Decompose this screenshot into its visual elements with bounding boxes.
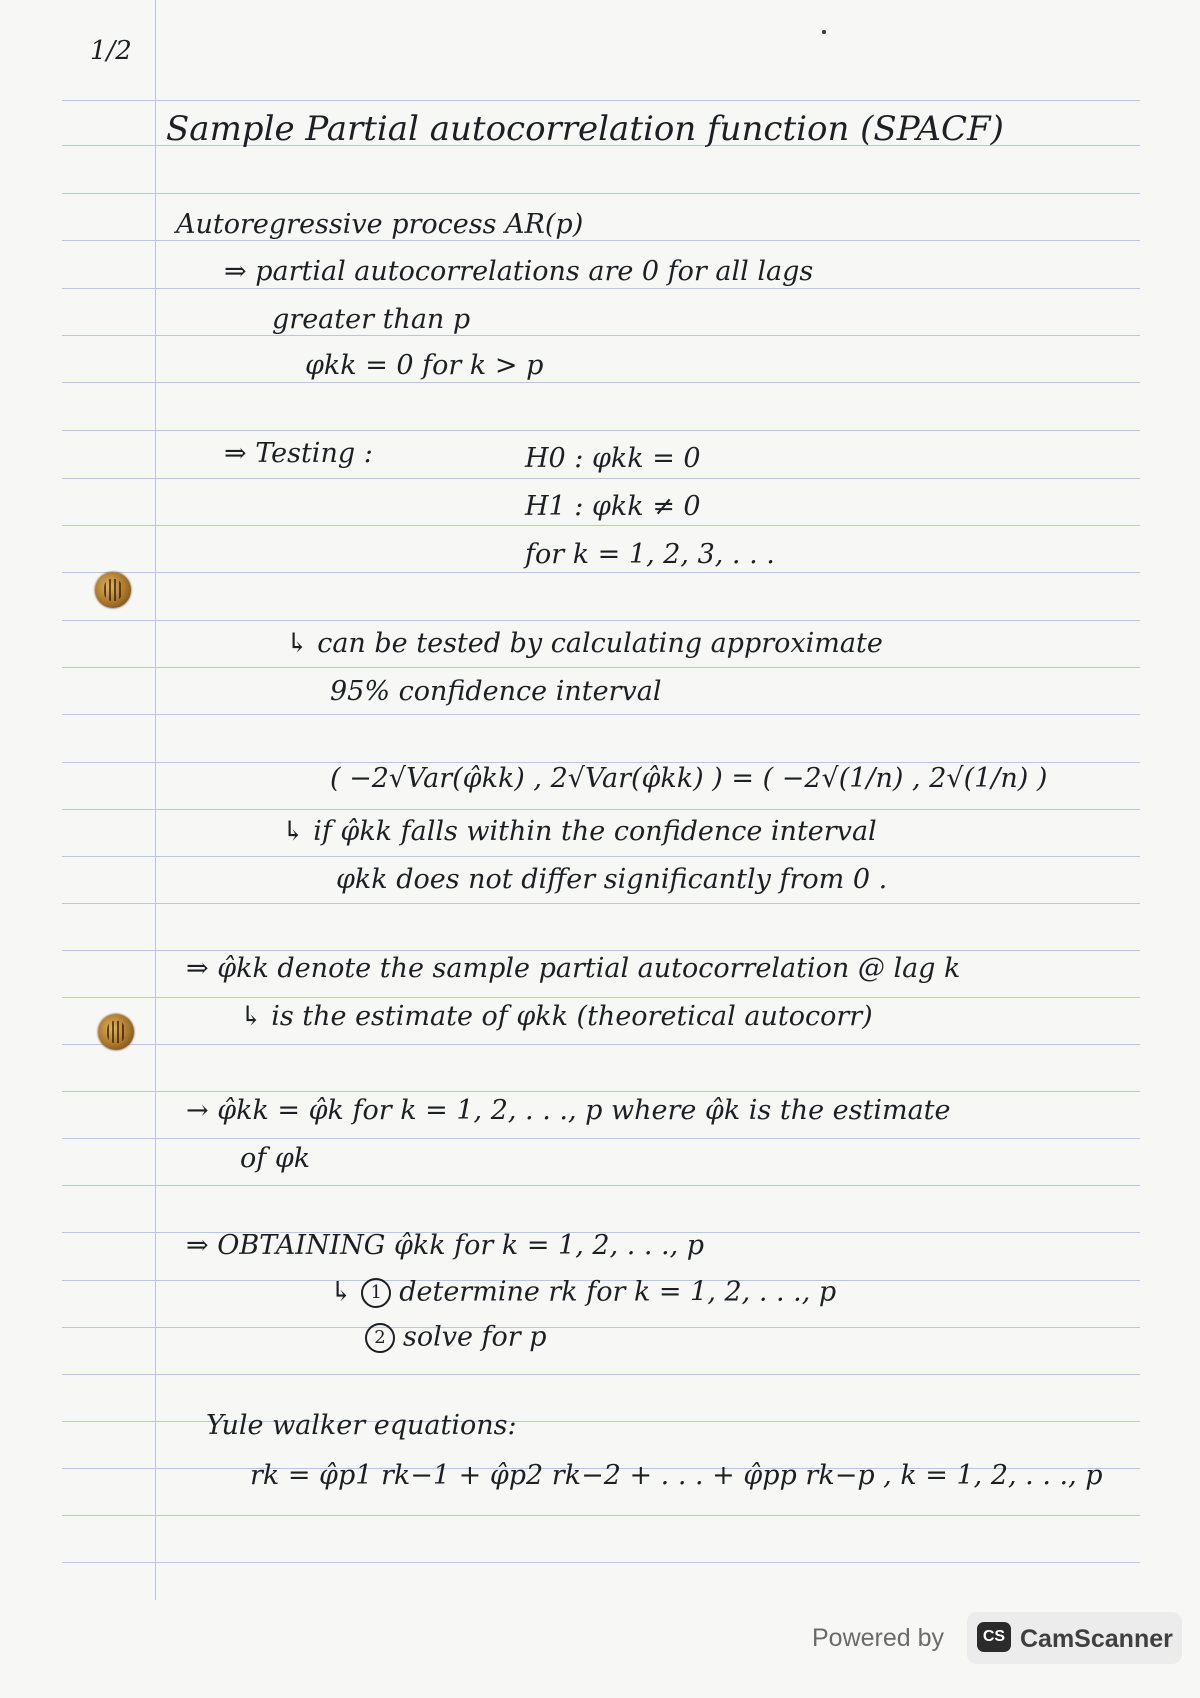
binder-hole — [95, 572, 131, 608]
ruled-line — [62, 1044, 1140, 1045]
ruled-line — [62, 1562, 1140, 1563]
ruled-line — [62, 572, 1140, 573]
camscanner-badge — [967, 1612, 1182, 1664]
ruled-line — [62, 1091, 1140, 1092]
ruled-line — [62, 1327, 1140, 1328]
ruled-line — [62, 903, 1140, 904]
obtaining-heading: ⇒ OBTAINING φ̂kk for k = 1, 2, . . ., p — [186, 1230, 705, 1261]
binder-hole — [98, 1014, 134, 1050]
ci-formula: ( −2√Var(φ̂kk) , 2√Var(φ̂kk) ) = ( −2√(1/n) , 2√(1/n) ) — [330, 763, 1048, 794]
ruled-line — [62, 1374, 1140, 1375]
ruled-line — [62, 809, 1140, 810]
step-arrow-icon: ↳ — [330, 1276, 353, 1308]
ruled-line — [62, 856, 1140, 857]
powered-by-label: Powered by — [812, 1624, 945, 1652]
step-two-text: solve for p — [403, 1321, 547, 1353]
tested-by-note: ↳ can be tested by calculating approximate — [286, 628, 883, 659]
ruled-line — [62, 382, 1140, 383]
margin-line — [155, 0, 156, 1600]
page-title: Sample Partial autocorrelation function (SPACF) — [166, 109, 1004, 149]
ruled-line — [62, 1515, 1140, 1516]
for-k-values: for k = 1, 2, 3, . . . — [525, 539, 775, 570]
phi-equal-cont: of φk — [240, 1143, 311, 1174]
ruled-line — [62, 430, 1140, 431]
ar-equation: φkk = 0 for k > p — [305, 350, 544, 381]
camscanner-logo: CS — [977, 1622, 1011, 1652]
conclusion-note: φkk does not differ significantly from 0 . — [336, 864, 888, 895]
step-one-number: 1 — [361, 1278, 391, 1308]
ruled-line — [62, 997, 1140, 998]
ruled-line — [62, 950, 1140, 951]
ruled-line — [62, 1138, 1140, 1139]
estimate-note: ↳ is the estimate of φkk (theoretical autocorr) — [240, 1001, 873, 1032]
ruled-line — [62, 288, 1140, 289]
camscanner-name: CamScanner — [1020, 1625, 1173, 1653]
ruled-line — [62, 335, 1140, 336]
yule-walker-heading: Yule walker equations: — [206, 1410, 517, 1441]
yule-walker-equation: rk = φ̂p1 rk−1 + φ̂p2 rk−2 + . . . + φ̂pp rk−p , k = 1, 2, . . ., p — [250, 1460, 1103, 1491]
testing-label: ⇒ Testing : — [224, 438, 373, 469]
step-one-text: determine rk for k = 1, 2, . . ., p — [399, 1276, 837, 1308]
step-one — [330, 1278, 836, 1308]
page-number: 1/2 — [90, 36, 132, 66]
phi-equal-note: → φ̂kk = φ̂k for k = 1, 2, . . ., p where φ̂k is the estimate — [186, 1095, 951, 1126]
ruled-line — [62, 193, 1140, 194]
alt-hypothesis: H1 : φkk ≠ 0 — [525, 491, 701, 522]
if-falls-note: ↳ if φ̂kk falls within the confidence interval — [282, 816, 877, 847]
ruled-line — [62, 525, 1140, 526]
ci-label: 95% confidence interval — [330, 676, 662, 707]
ar-heading: Autoregressive process AR(p) — [176, 209, 584, 240]
ruled-line — [62, 478, 1140, 479]
ruled-line — [62, 1185, 1140, 1186]
step-two — [365, 1323, 547, 1353]
ink-dot — [822, 30, 826, 34]
ruled-line — [62, 100, 1140, 101]
denote-note: ⇒ φ̂kk denote the sample partial autocorrelation @ lag k — [186, 953, 961, 984]
ruled-line — [62, 714, 1140, 715]
ruled-line — [62, 667, 1140, 668]
null-hypothesis: H0 : φkk = 0 — [525, 443, 701, 474]
ar-bullet-cont: greater than p — [272, 304, 471, 335]
ruled-line — [62, 240, 1140, 241]
ar-bullet: ⇒ partial autocorrelations are 0 for all lags — [224, 256, 814, 287]
ruled-line — [62, 620, 1140, 621]
step-two-number: 2 — [365, 1323, 395, 1353]
